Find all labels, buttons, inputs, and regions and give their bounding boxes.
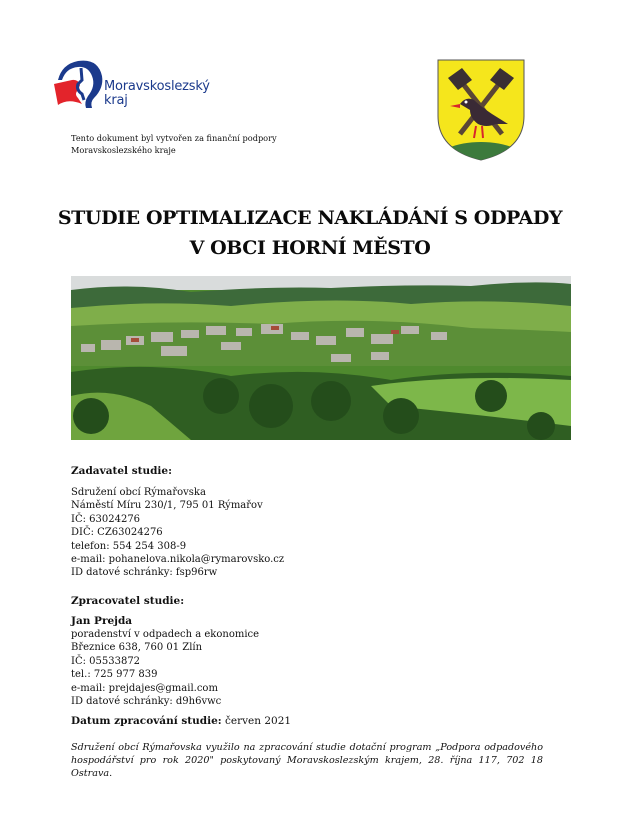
title-line2: V OBCI HORNÍ MĚSTO [189,237,431,259]
processor-address: Březnice 638, 760 01 Zlín [71,642,203,654]
client-name: Sdružení obcí Rýmařovska [71,487,206,498]
client-ic: IČ: 63024276 [71,513,141,525]
funding-note [71,133,277,156]
logo-name-line1: Moravskoslezský [104,79,210,94]
processor-occupation: poradenství v odpadech a ekonomice [71,629,260,640]
client-databox-id: ID datové schránky: fsp96rw [71,567,218,579]
processor-details [71,614,259,708]
client-heading: Zadavatel studie: [71,465,172,477]
processor-heading: Zpracovatel studie: [71,595,185,607]
client-phone: telefon: 554 254 308-9 [71,540,187,552]
client-dic: DIČ: CZ63024276 [71,527,163,539]
village-aerial-photo [71,276,571,440]
horni-mesto-coat-of-arms-icon [436,58,526,162]
logo-name-line2: kraj [104,93,128,108]
client-address: Náměstí Míru 230/1, 795 01 Rýmařov [71,500,263,512]
processor-name: Jan Prejda [71,615,133,627]
title-line1: STUDIE OPTIMALIZACE NAKLÁDÁNÍ S ODPADY [57,207,563,229]
processor-email: e-mail: prejdajes@gmail.com [71,682,218,694]
study-date-label: Datum zpracování studie: [71,715,222,727]
processor-ic: IČ: 05533872 [71,655,141,667]
client-details [71,486,284,580]
study-date [71,714,291,728]
study-date-value: červen 2021 [221,715,292,727]
processor-phone: tel.: 725 977 839 [71,669,158,681]
document-title [0,203,620,263]
client-email: e-mail: pohanelova.nikola@rymarovsko.cz [71,554,285,566]
funding-note-line2: Moravskoslezského kraje [71,144,176,155]
processor-databox-id: ID datové schránky: d9h6vwc [71,696,222,708]
region-logo-text [104,80,210,108]
subsidy-note: Sdružení obcí Rýmařovska využilo na zpracování studie dotační program „Podpora odpadového hospodářství pro rok 2020" poskytovaný Moravskoslezským krajem, 28. října 117, 702 18 Ostrava. [71,742,543,779]
funding-note-line1: Tento dokument byl vytvořen za finanční podpory [71,133,277,143]
